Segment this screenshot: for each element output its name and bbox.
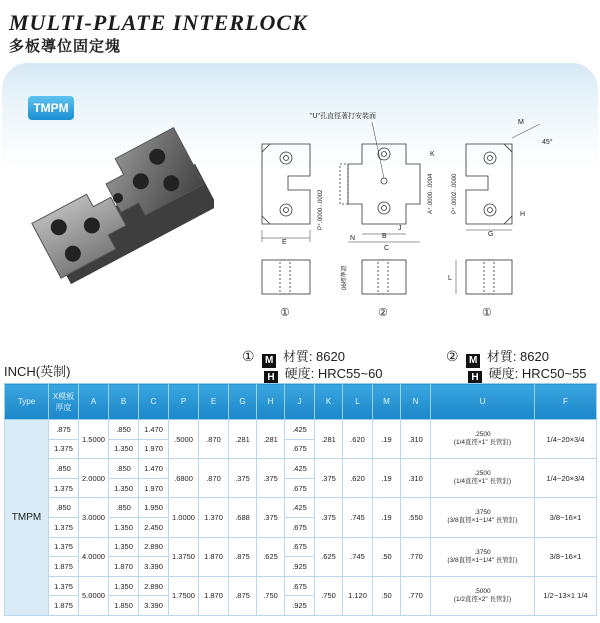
table-row	[5, 537, 597, 557]
j-cell: .925	[285, 596, 315, 616]
m-cell: .19	[373, 420, 401, 459]
spec-table	[4, 383, 597, 616]
f-cell: 3/8−16×1	[535, 537, 597, 576]
c-cell: 1.470	[139, 459, 169, 479]
col-header: M	[373, 384, 401, 420]
b-cell: 1.350	[109, 537, 139, 557]
x-cell: .850	[49, 459, 79, 479]
table-row	[5, 498, 597, 518]
table-row	[5, 459, 597, 479]
b-cell: 1.350	[109, 439, 139, 459]
type-cell: TMPM	[5, 420, 49, 616]
material-spec-1	[242, 346, 383, 383]
x-cell: 1.375	[49, 439, 79, 459]
material-label: 材質: 8620	[282, 349, 345, 364]
l-cell: .745	[343, 498, 373, 537]
col-header: H	[257, 384, 285, 420]
b-cell: 1.350	[109, 517, 139, 537]
dim-k: K	[430, 151, 435, 158]
j-cell: .675	[285, 517, 315, 537]
x-cell: 1.375	[49, 478, 79, 498]
f-cell: 3/8−16×1	[535, 498, 597, 537]
h-cell: .375	[257, 459, 285, 498]
g-cell: .875	[229, 576, 257, 615]
k-cell: .375	[315, 459, 343, 498]
c-cell: 1.970	[139, 439, 169, 459]
x-cell: 1.375	[49, 576, 79, 596]
h-cell: .750	[257, 576, 285, 615]
n-cell: .770	[401, 537, 431, 576]
b-cell: 1.350	[109, 478, 139, 498]
col-header: G	[229, 384, 257, 420]
u-note: (1/2直徑×2" 長管釘)	[453, 595, 512, 603]
g-cell: .875	[229, 537, 257, 576]
u-cell	[431, 459, 535, 498]
dim-p-tolerance-right: P⁺.0002₋.0000	[452, 173, 458, 214]
x-cell: .850	[49, 498, 79, 518]
j-cell: .675	[285, 439, 315, 459]
b-cell: .850	[109, 498, 139, 518]
n-cell: .550	[401, 498, 431, 537]
u-diameter: .3750	[474, 548, 491, 556]
u-cell	[431, 576, 535, 615]
a-cell: 5.0000	[79, 576, 109, 615]
dim-g: G	[488, 231, 494, 238]
dim-n: N	[350, 235, 356, 242]
page-title: MULTI-PLATE INTERLOCK	[9, 10, 308, 35]
c-cell: 3.390	[139, 596, 169, 616]
x-cell: 1.375	[49, 537, 79, 557]
x-cell: 1.875	[49, 596, 79, 616]
dim-m: M	[518, 119, 524, 126]
col-header: F	[535, 384, 597, 420]
k-cell: .625	[315, 537, 343, 576]
a-cell: 2.0000	[79, 459, 109, 498]
m-cell: .50	[373, 537, 401, 576]
type-badge: TMPM	[28, 96, 74, 120]
col-header: U	[431, 384, 535, 420]
col-header: C	[139, 384, 169, 420]
col-header: N	[401, 384, 431, 420]
n-cell: .310	[401, 459, 431, 498]
c-cell: 1.470	[139, 420, 169, 440]
p-cell: .6800	[169, 459, 199, 498]
p-cell: 1.0000	[169, 498, 199, 537]
j-cell: .425	[285, 459, 315, 479]
material-icon: M	[466, 354, 480, 368]
m-cell: .19	[373, 459, 401, 498]
u-note: (3/8直徑×1−1/4" 長管釘)	[447, 517, 518, 525]
u-diameter: .3750	[474, 509, 491, 517]
e-cell: .870	[199, 420, 229, 459]
table-row	[5, 420, 597, 440]
m-cell: .50	[373, 576, 401, 615]
hardness-label: 硬度: HRC55~60	[284, 366, 383, 381]
dim-c: C	[384, 245, 390, 252]
col-header: A	[79, 384, 109, 420]
a-cell: 4.0000	[79, 537, 109, 576]
e-cell: 1.870	[199, 537, 229, 576]
table-row	[5, 576, 597, 596]
l-cell: .620	[343, 420, 373, 459]
material-num: ②	[446, 348, 459, 364]
material-label: 材質: 8620	[486, 349, 549, 364]
u-diameter: .5000	[474, 587, 491, 595]
e-cell: .870	[199, 459, 229, 498]
j-cell: .425	[285, 420, 315, 440]
table-header-row	[5, 384, 597, 420]
b-cell: .850	[109, 420, 139, 440]
j-cell: .675	[285, 537, 315, 557]
c-cell: 1.950	[139, 498, 169, 518]
col-header: Type	[5, 384, 49, 420]
f-cell: 1/2−13×1 1/4	[535, 576, 597, 615]
dim-a-tolerance: A⁺.0000₋.0004	[428, 173, 434, 214]
l-cell: .745	[343, 537, 373, 576]
col-header: B	[109, 384, 139, 420]
dim-b: B	[382, 233, 387, 240]
g-cell: .375	[229, 459, 257, 498]
a-cell: 3.0000	[79, 498, 109, 537]
u-cell	[431, 420, 535, 459]
p-cell: .5000	[169, 420, 199, 459]
c-cell: 1.970	[139, 478, 169, 498]
l-cell: 1.120	[343, 576, 373, 615]
drawing-note: "U"孔直徑著打安裝面	[310, 113, 377, 120]
product-photo	[28, 122, 214, 298]
f-cell: 1/4−20×3/4	[535, 459, 597, 498]
k-cell: .375	[315, 498, 343, 537]
u-note: (1/4直徑×1" 長管釘)	[453, 478, 512, 486]
col-header: L	[343, 384, 373, 420]
view-label-2: ②	[378, 307, 388, 319]
technical-drawing	[250, 104, 590, 322]
h-cell: .375	[257, 498, 285, 537]
col-header: J	[285, 384, 315, 420]
m-cell: .19	[373, 498, 401, 537]
dim-p-tolerance-left: P⁺.0000₋.0002	[318, 189, 324, 230]
b-cell: 1.870	[109, 557, 139, 577]
dim-j: J	[398, 225, 402, 232]
h-cell: .281	[257, 420, 285, 459]
l-cell: .620	[343, 459, 373, 498]
k-cell: .750	[315, 576, 343, 615]
k-cell: .281	[315, 420, 343, 459]
c-cell: 3.390	[139, 557, 169, 577]
col-header: X模板厚度	[49, 384, 79, 420]
col-header: P	[169, 384, 199, 420]
f-cell: 1/4−20×3/4	[535, 420, 597, 459]
dim-h: H	[520, 211, 526, 218]
g-cell: .281	[229, 420, 257, 459]
x-cell: 1.875	[49, 557, 79, 577]
c-cell: 2.890	[139, 537, 169, 557]
page-subtitle: 多板導位固定塊	[9, 38, 122, 55]
b-cell: 1.850	[109, 596, 139, 616]
a-cell: 1.5000	[79, 420, 109, 459]
h-cell: .625	[257, 537, 285, 576]
e-cell: 1.870	[199, 576, 229, 615]
u-note: (3/8直徑×1−1/4" 長管釘)	[447, 556, 518, 564]
e-cell: 1.370	[199, 498, 229, 537]
view-label-1: ①	[280, 307, 290, 319]
dim-angle: 45°	[542, 139, 553, 146]
n-cell: .770	[401, 576, 431, 615]
g-cell: .688	[229, 498, 257, 537]
c-cell: 2.890	[139, 576, 169, 596]
col-header: K	[315, 384, 343, 420]
u-cell	[431, 498, 535, 537]
hardness-label: 硬度: HRC50~55	[488, 366, 587, 381]
material-num: ①	[242, 348, 255, 364]
c-cell: 2.450	[139, 517, 169, 537]
p-cell: 1.3750	[169, 537, 199, 576]
hardness-icon: H	[264, 371, 278, 385]
material-icon: M	[262, 354, 276, 368]
n-cell: .310	[401, 420, 431, 459]
col-header: E	[199, 384, 229, 420]
b-cell: .850	[109, 459, 139, 479]
x-cell: .875	[49, 420, 79, 440]
j-cell: .425	[285, 498, 315, 518]
material-spec-2	[446, 346, 587, 383]
j-cell: .675	[285, 576, 315, 596]
x-cell: 1.375	[49, 517, 79, 537]
u-cell	[431, 537, 535, 576]
view-label-3: ①	[482, 307, 492, 319]
p-cell: 1.7500	[169, 576, 199, 615]
b-cell: 1.350	[109, 576, 139, 596]
u-diameter: .2500	[474, 431, 491, 439]
u-diameter: .2500	[474, 470, 491, 478]
unit-label: INCH(英制)	[4, 364, 71, 379]
j-cell: .925	[285, 557, 315, 577]
hardness-icon: H	[468, 371, 482, 385]
side-note: 06標準證	[342, 265, 348, 290]
u-note: (1/4直徑×1" 長管釘)	[453, 439, 512, 447]
dim-e: E	[282, 239, 287, 246]
dim-l: L	[448, 275, 452, 282]
j-cell: .675	[285, 478, 315, 498]
